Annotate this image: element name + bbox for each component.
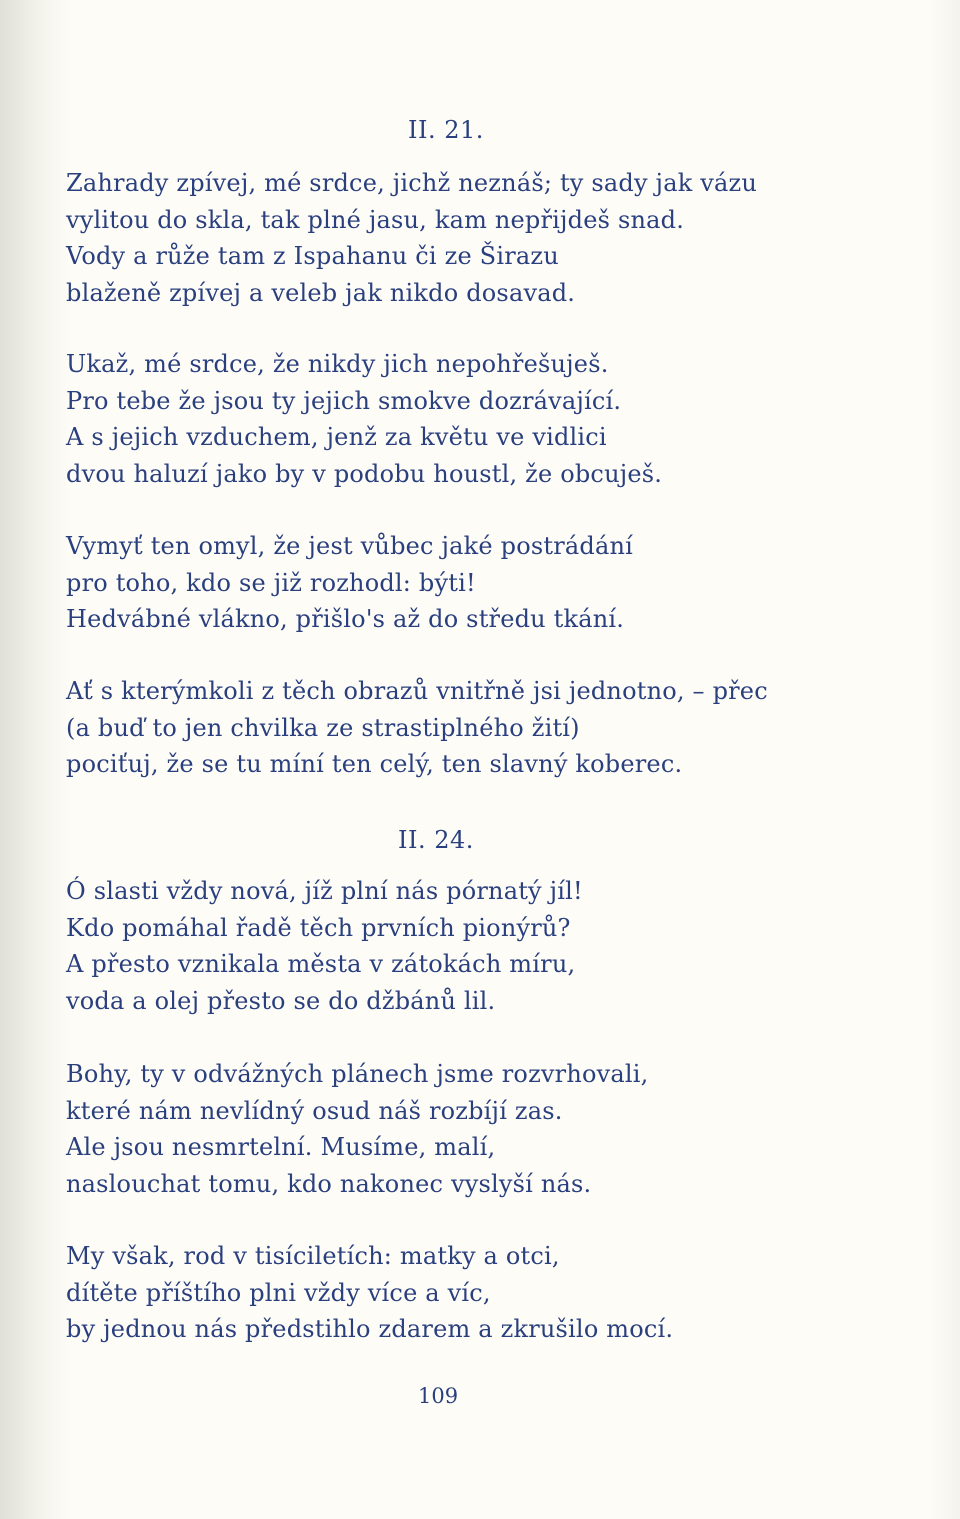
stanza bbox=[66, 346, 662, 492]
verse-line: dvou haluzí jako by v podobu houstl, že obcuješ. bbox=[66, 459, 663, 488]
verse-line: Bohy, ty v odvážných plánech jsme rozvrhovali, bbox=[66, 1060, 649, 1088]
stanza bbox=[66, 673, 768, 783]
verse-line: (a buď to jen chvilka ze strastiplného žití) bbox=[66, 713, 580, 742]
verse-line: vylitou do skla, tak plné jasu, kam nepřijdeš snad. bbox=[66, 205, 685, 234]
verse-line: které nám nevlídný osud náš rozbíjí zas. bbox=[66, 1096, 563, 1125]
verse-line: voda a olej přesto se do džbánů lil. bbox=[66, 986, 496, 1015]
verse-line: My však, rod v tisíciletích: matky a otci, bbox=[66, 1242, 560, 1270]
verse-line: Hedvábné vlákno, přišlo's až do středu tkání. bbox=[66, 605, 625, 633]
stanza bbox=[66, 1238, 673, 1348]
verse-line: naslouchat tomu, kdo nakonec vyslyší nás. bbox=[66, 1169, 592, 1198]
verse-line: Vody a růže tam z Ispahanu či ze Širazu bbox=[66, 242, 559, 270]
stanza bbox=[66, 528, 633, 638]
verse-line: Ať s kterýmkoli z těch obrazů vnitřně jsi jednotno, – přec bbox=[66, 677, 768, 705]
page-number: 109 bbox=[418, 1384, 459, 1408]
stanza bbox=[66, 165, 757, 311]
verse-line: Vymyť ten omyl, že jest vůbec jaké postrádání bbox=[66, 532, 633, 560]
stanza bbox=[66, 873, 583, 1019]
verse-line: Zahrady zpívej, mé srdce, jichž neznáš; ty sady jak vázu bbox=[66, 169, 758, 197]
verse-line: pociťuj, že se tu míní ten celý, ten slavný koberec. bbox=[66, 750, 683, 778]
verse-line: Kdo pomáhal řadě těch prvních pionýrů? bbox=[66, 913, 571, 942]
poem-heading: II. 21. bbox=[408, 116, 484, 144]
verse-line: A s jejich vzduchem, jenž za květu ve vidlici bbox=[66, 423, 607, 451]
verse-line: Ó slasti vždy nová, jíž plní nás pórnatý jíl! bbox=[66, 877, 583, 905]
verse-line: A přesto vznikala města v zátokách míru, bbox=[66, 950, 576, 978]
verse-line: by jednou nás předstihlo zdarem a zkrušilo mocí. bbox=[66, 1315, 674, 1343]
verse-line: pro toho, kdo se již rozhodl: býti! bbox=[66, 568, 476, 597]
verse-line: Ale jsou nesmrtelní. Musíme, malí, bbox=[66, 1133, 496, 1161]
verse-line: Pro tebe že jsou ty jejich smokve dozrávající. bbox=[66, 386, 622, 415]
verse-line: blaženě zpívej a veleb jak nikdo dosavad. bbox=[66, 278, 576, 307]
stanza bbox=[66, 1056, 649, 1202]
poem-heading: II. 24. bbox=[398, 826, 474, 854]
verse-line: Ukaž, mé srdce, že nikdy jich nepohřešuješ. bbox=[66, 350, 609, 378]
verse-line: dítěte příštího plni vždy více a víc, bbox=[66, 1278, 491, 1307]
